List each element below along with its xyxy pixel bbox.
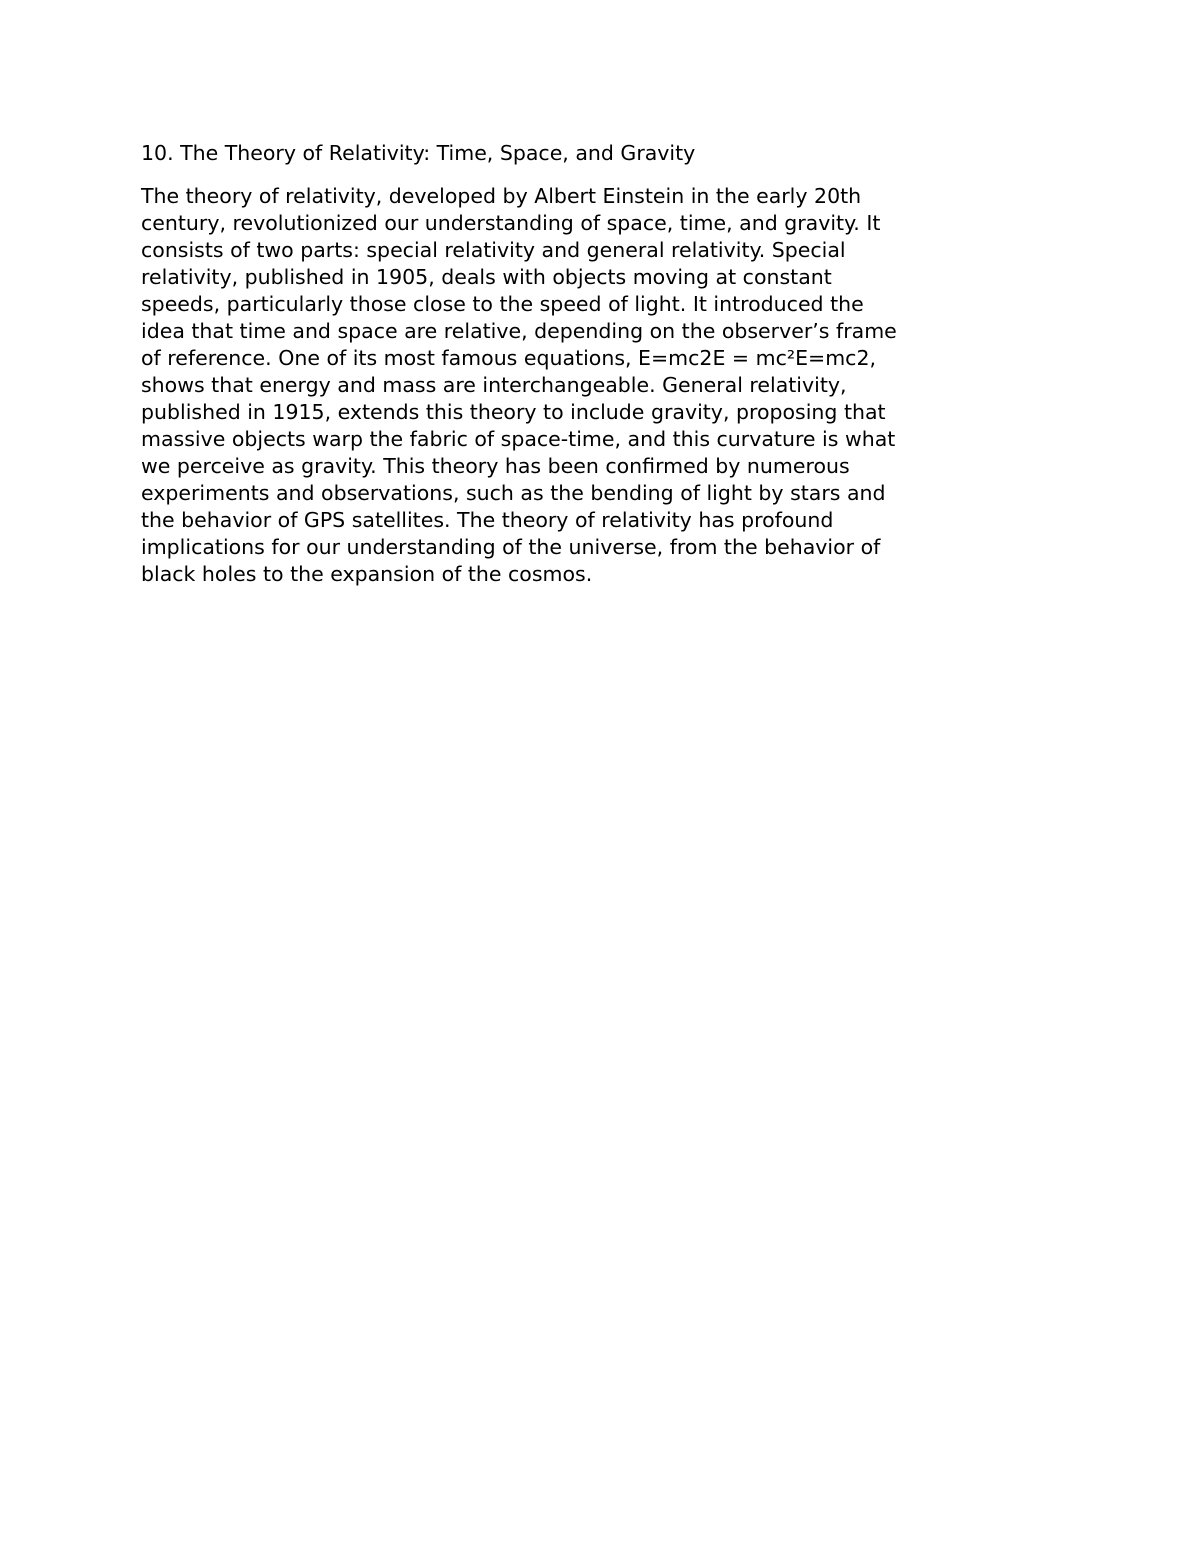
paragraph-line: The theory of relativity, developed by Albert Einstein in the early 20th: [141, 184, 862, 208]
document-content: [141, 140, 1046, 588]
paragraph-line: consists of two parts: special relativity and general relativity. Special: [141, 238, 846, 262]
paragraph-line: black holes to the expansion of the cosmos.: [141, 562, 593, 586]
paragraph-line: of reference. One of its most famous equations, E=mc2E = mc²E=mc2,: [141, 346, 877, 370]
paragraph-line: idea that time and space are relative, depending on the observer’s frame: [141, 319, 897, 343]
paragraph-line: massive objects warp the fabric of space-time, and this curvature is what: [141, 427, 896, 451]
paragraph-line: the behavior of GPS satellites. The theory of relativity has profound: [141, 508, 834, 532]
paragraph-line: implications for our understanding of the universe, from the behavior of: [141, 535, 881, 559]
paragraph-line: speeds, particularly those close to the speed of light. It introduced the: [141, 292, 864, 316]
body-paragraph: [141, 183, 1046, 588]
document-title: 10. The Theory of Relativity: Time, Space, and Gravity: [141, 141, 696, 165]
paragraph-line: experiments and observations, such as the bending of light by stars and: [141, 481, 886, 505]
paragraph-line: shows that energy and mass are interchangeable. General relativity,: [141, 373, 847, 397]
paragraph-line: relativity, published in 1905, deals with objects moving at constant: [141, 265, 832, 289]
paragraph-line: published in 1915, extends this theory to include gravity, proposing that: [141, 400, 886, 424]
paragraph-line: century, revolutionized our understanding of space, time, and gravity. It: [141, 211, 881, 235]
paragraph-line: we perceive as gravity. This theory has been confirmed by numerous: [141, 454, 850, 478]
